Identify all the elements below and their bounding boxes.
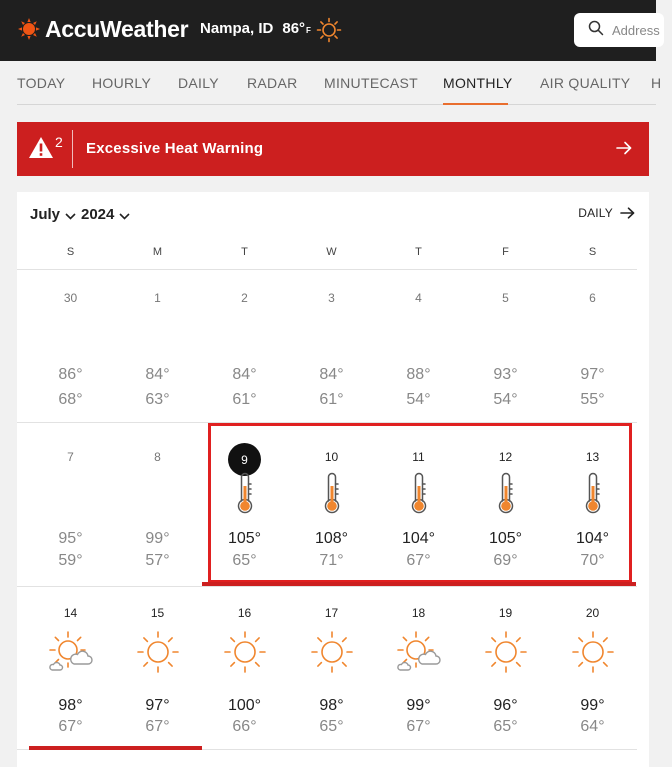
day-number: 15 (150, 606, 165, 620)
chevron-down-icon (119, 207, 130, 224)
tab-today[interactable]: TODAY (17, 75, 66, 91)
low-temp: 65° (493, 718, 518, 735)
alert-count: 2 (55, 134, 63, 150)
weather-icon-slot (549, 630, 636, 679)
calendar-day[interactable] (114, 423, 201, 586)
high-temp: 97° (145, 697, 170, 714)
low-temp: 68° (58, 391, 83, 408)
warning-icon (28, 136, 54, 164)
calendar-day[interactable] (201, 587, 288, 739)
calendar-day[interactable] (288, 423, 375, 586)
low-temp: 71° (319, 552, 344, 569)
sunny-icon (223, 630, 267, 679)
tab-radar[interactable]: RADAR (247, 75, 298, 91)
high-temp: 99° (145, 530, 170, 547)
high-temp: 98° (319, 697, 344, 714)
high-temp: 98° (58, 697, 83, 714)
tab-monthly[interactable]: MONTHLY (443, 75, 513, 91)
search-icon (588, 20, 604, 41)
calendar-day[interactable] (549, 270, 636, 422)
tab-more[interactable]: H (651, 75, 662, 91)
daily-link[interactable] (578, 206, 635, 220)
sunny-icon (136, 630, 180, 679)
day-number: 16 (237, 606, 252, 620)
day-number: 14 (63, 606, 78, 620)
chevron-down-icon (65, 207, 76, 224)
low-temp: 64° (580, 718, 605, 735)
day-number: 30 (63, 291, 78, 305)
calendar-day[interactable] (375, 423, 462, 586)
day-number: 2 (241, 291, 248, 305)
high-temp: 105° (488, 530, 523, 547)
day-number: 8 (154, 450, 161, 464)
high-temp: 99° (580, 697, 605, 714)
monthly-calendar (17, 192, 649, 767)
low-temp: 55° (580, 391, 605, 408)
nav-divider (17, 104, 656, 105)
day-number: 13 (585, 450, 600, 464)
high-temp: 100° (227, 697, 262, 714)
low-temp: 67° (58, 718, 83, 735)
low-temp: 65° (319, 718, 344, 735)
sun-logo-icon (18, 18, 40, 40)
weather-icon-slot (462, 472, 549, 519)
calendar-day[interactable] (462, 587, 549, 739)
active-tab-indicator (443, 103, 508, 105)
warning-period-bar (202, 582, 636, 586)
high-temp: 96° (493, 697, 518, 714)
high-temp: 104° (575, 530, 610, 547)
low-temp: 67° (406, 552, 431, 569)
high-temp: 93° (493, 366, 518, 383)
calendar-day[interactable] (114, 270, 201, 422)
low-temp: 54° (406, 391, 431, 408)
low-temp: 57° (145, 552, 170, 569)
low-temp: 67° (145, 718, 170, 735)
low-temp: 65° (232, 552, 257, 569)
low-temp: 54° (493, 391, 518, 408)
day-number: 5 (502, 291, 509, 305)
low-temp: 69° (493, 552, 518, 569)
today-marker: 9 (228, 443, 261, 476)
high-temp: 88° (406, 366, 431, 383)
thermometer-icon (235, 472, 255, 519)
calendar-day[interactable] (462, 423, 549, 586)
weather-icon-slot (375, 472, 462, 519)
weekday-label: T (241, 246, 248, 258)
sunny-icon (316, 17, 342, 48)
high-temp: 104° (401, 530, 436, 547)
tab-hourly[interactable]: HOURLY (92, 75, 152, 91)
weekday-label: M (152, 246, 163, 258)
thermometer-icon (583, 472, 603, 519)
weather-icon-slot (288, 472, 375, 519)
high-temp: 86° (58, 366, 83, 383)
high-temp: 95° (58, 530, 83, 547)
high-temp: 84° (319, 366, 344, 383)
calendar-day[interactable] (549, 587, 636, 739)
high-temp: 105° (227, 530, 262, 547)
calendar-day[interactable] (27, 587, 114, 739)
calendar-day[interactable] (288, 270, 375, 422)
tab-daily[interactable]: DAILY (178, 75, 219, 91)
month-selector[interactable] (30, 205, 76, 224)
year-label: 2024 (81, 206, 115, 223)
high-temp: 99° (406, 697, 431, 714)
thermometer-icon (409, 472, 429, 519)
weekday-label: S (588, 246, 597, 258)
calendar-day[interactable] (375, 587, 462, 739)
calendar-day[interactable] (462, 270, 549, 422)
calendar-day[interactable] (27, 423, 114, 586)
high-temp: 84° (145, 366, 170, 383)
calendar-day[interactable] (375, 270, 462, 422)
weather-icon-slot (375, 630, 462, 679)
sunny-icon (571, 630, 615, 679)
calendar-day[interactable] (288, 587, 375, 739)
weekday-label: W (326, 246, 337, 258)
weather-icon-slot (201, 472, 288, 519)
low-temp: 59° (58, 552, 83, 569)
partly-sunny-icon (396, 630, 442, 679)
arrow-right-icon (620, 207, 635, 219)
current-temp: 86° (282, 20, 306, 37)
calendar-day[interactable] (549, 423, 636, 586)
day-number: 10 (324, 450, 339, 464)
arrow-right-icon (616, 141, 632, 160)
sunny-icon (310, 630, 354, 679)
day-number: 11 (412, 450, 425, 464)
day-number: 17 (324, 606, 339, 620)
weather-icon-slot (27, 630, 114, 679)
alert-divider (72, 130, 73, 168)
alert-title: Excessive Heat Warning (86, 140, 264, 157)
calendar-day[interactable] (114, 587, 201, 739)
search-input[interactable] (612, 23, 672, 38)
low-temp: 66° (232, 718, 257, 735)
tab-air-quality[interactable]: AIR QUALITY (540, 75, 631, 91)
low-temp: 61° (319, 391, 344, 408)
month-label: July (30, 206, 61, 223)
warning-period-bar (29, 746, 202, 750)
high-temp: 97° (580, 366, 605, 383)
high-temp: 84° (232, 366, 257, 383)
temp-unit: F (306, 26, 311, 35)
day-number: 6 (589, 291, 596, 305)
weather-icon-slot (114, 630, 201, 679)
weekday-label: T (415, 246, 422, 258)
daily-link-label: DAILY (578, 206, 613, 220)
weekday-label: S (66, 246, 75, 258)
accuweather-logo[interactable] (18, 16, 188, 42)
sunny-icon (484, 630, 528, 679)
top-header (0, 0, 656, 61)
calendar-day[interactable] (201, 423, 288, 586)
thermometer-icon (322, 472, 342, 519)
thermometer-icon (496, 472, 516, 519)
low-temp: 63° (145, 391, 170, 408)
weather-icon-slot (288, 630, 375, 679)
day-number: 3 (328, 291, 335, 305)
location-name: Nampa, ID (200, 20, 274, 37)
low-temp: 61° (232, 391, 257, 408)
current-location[interactable] (200, 20, 311, 37)
day-number: 18 (411, 606, 426, 620)
main-nav (0, 61, 662, 105)
day-number: 12 (498, 450, 513, 464)
brand-name: AccuWeather (45, 16, 189, 42)
partly-sunny-icon (48, 630, 94, 679)
search-box[interactable] (574, 13, 664, 47)
weather-icon-slot (201, 630, 288, 679)
calendar-day[interactable] (27, 270, 114, 422)
heat-warning-alert[interactable] (17, 122, 649, 176)
calendar-day[interactable] (201, 270, 288, 422)
weather-icon-slot (549, 472, 636, 519)
tab-minutecast[interactable]: MINUTECAST (324, 75, 418, 91)
day-number: 20 (585, 606, 600, 620)
day-number: 1 (154, 291, 161, 305)
weather-icon-slot (462, 630, 549, 679)
day-number: 7 (67, 450, 74, 464)
year-selector[interactable] (81, 205, 130, 224)
day-number: 19 (498, 606, 513, 620)
high-temp: 108° (314, 530, 349, 547)
day-number: 4 (415, 291, 422, 305)
low-temp: 67° (406, 718, 431, 735)
low-temp: 70° (580, 552, 605, 569)
weekday-label: F (502, 246, 509, 258)
